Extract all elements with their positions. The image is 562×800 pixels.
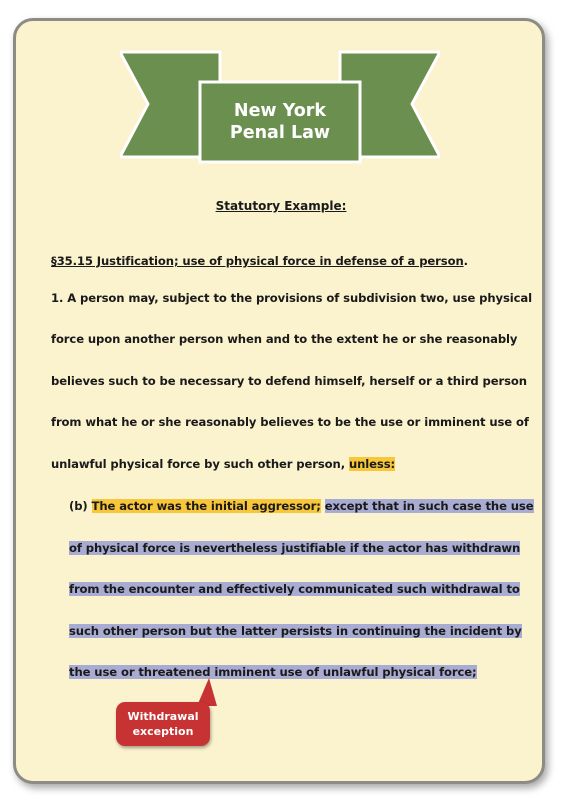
exception-highlight: except that in such case the use [324, 499, 534, 513]
exception-line [69, 624, 522, 638]
paragraph-line: from what he or she reasonably believes to be the use or imminent use of [51, 415, 529, 429]
banner [120, 42, 440, 182]
exception-highlight: the use or threatened imminent use of unlawful physical force; [69, 665, 477, 679]
withdrawal-exception-callout [116, 702, 210, 746]
section-title-period: . [463, 254, 468, 268]
exception-highlight: of physical force is nevertheless justifiable if the actor has withdrawn [69, 541, 521, 555]
callout-line2: exception [132, 725, 194, 738]
statutory-example-heading: Statutory Example: [215, 199, 347, 213]
exception-highlight: such other person but the latter persists in continuing the incident by [69, 624, 522, 638]
subsection-b-line [69, 499, 534, 513]
paragraph-line-last [51, 457, 395, 471]
paragraph-line: 1. A person may, subject to the provisions of subdivision two, use physical [51, 291, 533, 305]
exception-line [69, 541, 520, 555]
callout-line1: Withdrawal [127, 710, 199, 723]
section-title-line [51, 254, 468, 268]
banner-title [120, 100, 440, 144]
banner-title-line2: Penal Law [229, 123, 331, 143]
section-title: §35.15 Justification; use of physical force in defense of a person [51, 254, 464, 268]
exception-line [69, 582, 520, 596]
exception-highlight: from the encounter and effectively communicated such withdrawal to [69, 582, 520, 596]
subsection-marker: (b) [69, 499, 92, 513]
unless-highlight: unless: [348, 457, 396, 471]
banner-title-line1: New York [233, 101, 327, 121]
paragraph-text: unlawful physical force by such other person, [51, 457, 349, 471]
paragraph-line: believes such to be necessary to defend himself, herself or a third person [51, 374, 527, 388]
initial-aggressor-highlight: The actor was the initial aggressor; [91, 499, 321, 513]
paragraph-line: force upon another person when and to the extent he or she reasonably [51, 332, 518, 346]
exception-line [69, 665, 477, 679]
